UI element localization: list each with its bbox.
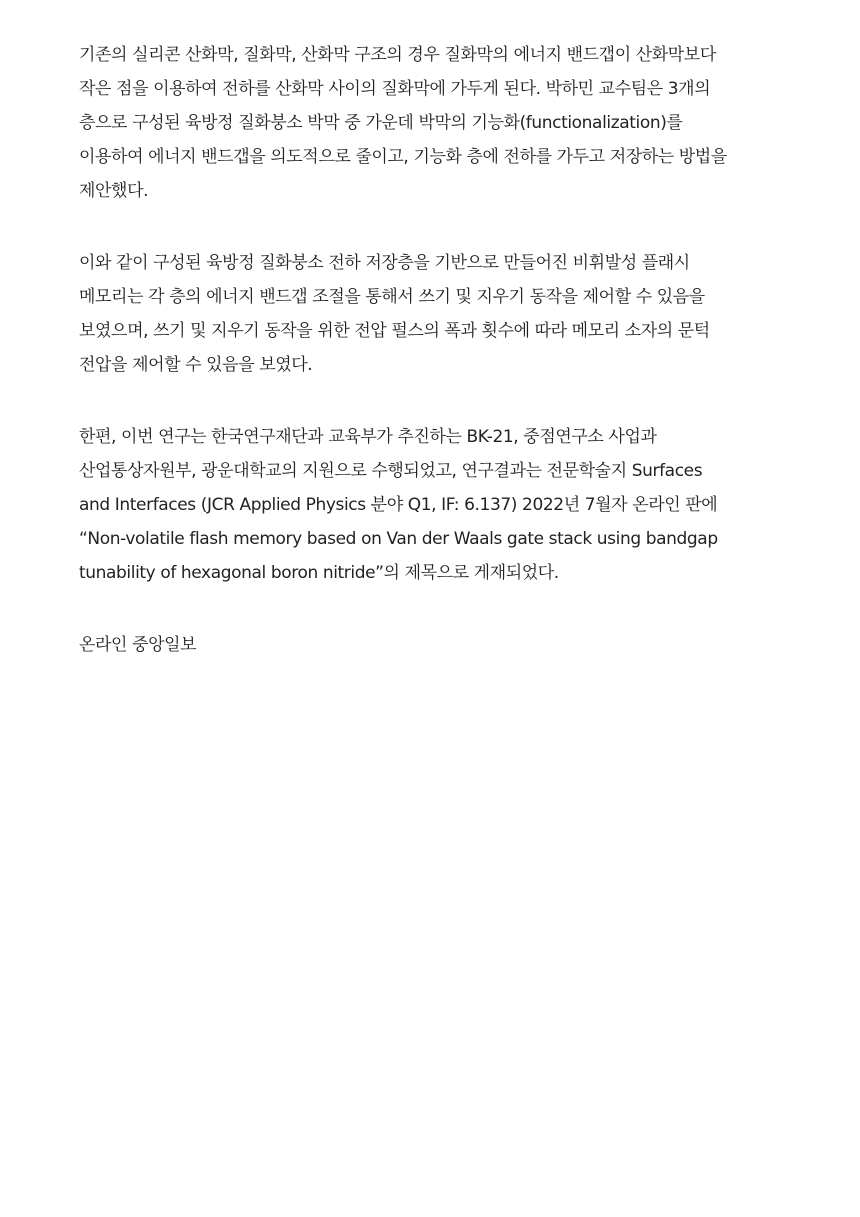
article-paragraph-3 bbox=[79, 420, 790, 590]
paragraph-line: 보였으며, 쓰기 및 지우기 동작을 위한 전압 펄스의 폭과 횟수에 따라 메모리 소자의 문턱 bbox=[79, 321, 710, 341]
paragraph-line: and Interfaces (JCR Applied Physics 분야 Q1, IF: 6.137) 2022년 7월자 온라인 판에 bbox=[79, 495, 718, 515]
paragraph-line: 전압을 제어할 수 있음을 보였다. bbox=[79, 355, 313, 375]
paragraph-line: 메모리는 각 층의 에너지 밴드갭 조절을 통해서 쓰기 및 지우기 동작을 제어할 수 있음을 bbox=[79, 287, 705, 307]
paragraph-line: 이용하여 에너지 밴드갭을 의도적으로 줄이고, 기능화 층에 전하를 가두고 저장하는 방법을 bbox=[79, 147, 727, 167]
paragraph-line: 이와 같이 구성된 육방정 질화붕소 전하 저장층을 기반으로 만들어진 비휘발성 플래시 bbox=[79, 253, 690, 273]
paragraph-line: tunability of hexagonal boron nitride”의 제목으로 게재되었다. bbox=[79, 563, 559, 583]
paragraph-line: “Non-volatile flash memory based on Van der Waals gate stack using bandgap bbox=[79, 529, 718, 549]
article-paragraph-2 bbox=[79, 246, 790, 382]
paragraph-line: 기존의 실리콘 산화막, 질화막, 산화막 구조의 경우 질화막의 에너지 밴드갭이 산화막보다 bbox=[79, 45, 716, 65]
paragraph-line: 한편, 이번 연구는 한국연구재단과 교육부가 추진하는 BK-21, 중점연구소 사업과 bbox=[79, 427, 657, 447]
paragraph-line: 작은 점을 이용하여 전하를 산화막 사이의 질화막에 가두게 된다. 박하민 교수팀은 3개의 bbox=[79, 79, 711, 99]
paragraph-line: 층으로 구성된 육방정 질화붕소 박막 중 가운데 박막의 기능화(functionalization)를 bbox=[79, 113, 683, 133]
paragraph-line: 산업통상자원부, 광운대학교의 지원으로 수행되었고, 연구결과는 전문학술지 Surfaces bbox=[79, 461, 703, 481]
article-paragraph-1 bbox=[79, 38, 790, 208]
paragraph-line: 제안했다. bbox=[79, 181, 149, 201]
article-source: 온라인 중앙일보 bbox=[79, 635, 197, 655]
